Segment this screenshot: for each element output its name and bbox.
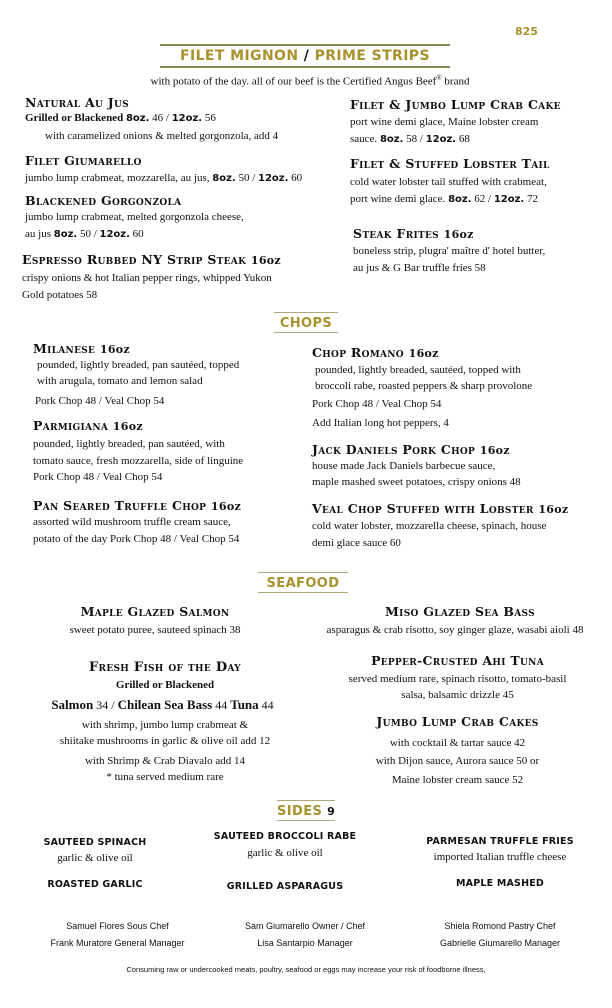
espresso-desc: crispy onions & hot Italian pepper rings, whipped Yukon (22, 272, 272, 284)
fresh-fish-sub: Grilled or Blackened (115, 679, 215, 691)
lobster-tail-8oz: 8oz. (448, 194, 472, 205)
dish-fresh-fish: Fresh Fish of the Day (89, 660, 241, 675)
gorgonzola-12oz-price: 60 (132, 228, 144, 240)
section-rule-bottom (160, 66, 450, 68)
truffle-name: Pan Seared Truffle Chop (33, 498, 207, 513)
dish-blackened-gorgonzola: Blackened Gorgonzola (25, 193, 182, 208)
staff-general-manager: Frank Muratore General Manager (50, 938, 185, 948)
natural-addon: with caramelized onions & melted gorgonzola, add 4 (45, 130, 279, 142)
side-spinach-desc: garlic & olive oil (57, 852, 133, 864)
fish-seabass-price: 44 (215, 698, 228, 712)
staff-sous-chef: Samuel Flores Sous Chef (66, 921, 169, 931)
sides-rule-top (277, 800, 335, 801)
truffle-d2: potato of the day Pork Chop 48 / Veal Chop 54 (33, 533, 240, 545)
crab-cake-sauce: sauce. (350, 133, 378, 145)
romano-d3: Pork Chop 48 / Veal Chop 54 (312, 398, 442, 410)
side-maple-mashed: MAPLE MASHED (456, 878, 544, 889)
staff-manager-lisa: Lisa Santarpio Manager (257, 938, 353, 948)
dish-espresso-strip (22, 252, 281, 268)
giumarello-desc (25, 170, 302, 188)
gorgonzola-12oz: 12oz. (99, 229, 130, 240)
parmigiana-oz: 16oz (112, 420, 143, 433)
natural-grilled: Grilled or Blackened (25, 112, 124, 124)
chops-rule-bottom (274, 332, 338, 333)
giumarello-12oz: 12oz. (258, 173, 289, 184)
natural-12oz-price: 56 (204, 112, 216, 124)
dish-parmigiana (33, 418, 143, 434)
dish-milanese (33, 341, 130, 357)
fish-tuna-price: 44 (261, 698, 274, 712)
frites-name: Steak Frites (353, 226, 439, 241)
staff-owner-chef: Sam Giumarello Owner / Chef (244, 921, 366, 931)
veal-lobster-name: Veal Chop Stuffed with Lobster (312, 501, 534, 516)
crab-cake-prices (350, 131, 470, 149)
side-truffle-fries: PARMESAN TRUFFLE FRIES (426, 836, 574, 847)
frites-desc: boneless strip, plugra' maître d' hotel butter, (353, 245, 546, 257)
beef-note-text: with potato of the day. all of our beef is the Certified Angus Beef (150, 75, 437, 88)
dish-natural-au-jus: Natural Au Jus (25, 95, 129, 110)
section-title-filet (150, 46, 460, 67)
section-title-seafood: SEAFOOD (266, 576, 340, 591)
dish-filet-giumarello: Filet Giumarello (25, 153, 142, 168)
natural-prices (25, 110, 216, 128)
page-number: 825 (515, 25, 538, 38)
crab-cakes-d3: Maine lobster cream sauce 52 (391, 774, 524, 786)
seafood-rule-bottom (258, 592, 348, 593)
romano-name: Chop Romano (312, 345, 404, 360)
jack-name: Jack Daniels Pork Chop (312, 442, 476, 457)
side-roasted-garlic: ROASTED GARLIC (47, 879, 143, 890)
lobster-tail-12oz-price: 72 (526, 193, 538, 205)
frites-desc-2: au jus & G Bar truffle fries 58 (353, 262, 486, 274)
fish-d1: with shrimp, jumbo lump crabmeat & (81, 719, 249, 731)
registered-mark: ® (436, 74, 442, 82)
side-broccoli-desc: garlic & olive oil (247, 847, 323, 859)
side-truffle-fries-desc: imported Italian truffle cheese (433, 851, 567, 863)
jack-oz: 16oz (479, 444, 510, 457)
dish-steak-frites (353, 226, 474, 242)
crab-cake-8oz: 8oz. (379, 134, 404, 145)
milanese-oz: 16oz (99, 343, 130, 356)
truffle-d1: assorted wild mushroom truffle cream sauce, (33, 516, 231, 528)
crab-cakes-d1: with cocktail & tartar sauce 42 (389, 737, 526, 749)
chops-rule-top (274, 312, 338, 313)
veal-lobster-oz: 16oz (538, 503, 569, 516)
gorgonzola-8oz-price: 50 / (79, 228, 97, 240)
beef-note (60, 73, 560, 91)
parmigiana-d1: pounded, lightly breaded, pan sautéed, with (33, 438, 225, 450)
fish-salmon-price: 34 / (96, 698, 115, 712)
milanese-d1: pounded, lightly breaded, pan sautéed, topped (37, 359, 240, 371)
gorgonzola-prices (25, 226, 144, 244)
gorgonzola-au-jus: au jus (25, 228, 51, 240)
fish-d2: shiitake mushrooms in garlic & olive oil add 12 (59, 735, 271, 747)
giumarello-8oz-price: 50 / (238, 172, 256, 184)
section-title-chops: CHOPS (279, 316, 333, 331)
fish-d3: with Shrimp & Crab Diavalo add 14 (84, 755, 246, 767)
crab-cake-8oz-price: 58 / (406, 133, 423, 145)
dish-truffle-chop (33, 498, 241, 514)
milanese-name: Milanese (33, 341, 96, 356)
crab-cake-12oz: 12oz. (425, 134, 457, 145)
crab-cake-desc: port wine demi glace, Maine lobster cream (350, 116, 539, 128)
dish-ahi-tuna: Pepper-Crusted Ahi Tuna (371, 653, 544, 668)
romano-d2: broccoli rabe, roasted peppers & sharp provolone (315, 380, 533, 392)
staff-pastry-chef: Shiela Romond Pastry Chef (444, 921, 556, 931)
fish-tuna: Tuna (230, 697, 259, 712)
fresh-fish-prices (10, 695, 315, 715)
crab-cakes-d2: with Dijon sauce, Aurora sauce 50 or (375, 755, 540, 767)
frites-oz: 16oz (443, 228, 474, 241)
espresso-desc-2: Gold potatoes 58 (22, 289, 98, 301)
romano-oz: 16oz (408, 347, 439, 360)
lobster-tail-sauce: port wine demi glace. (350, 193, 446, 205)
sides-title: SIDES (277, 804, 323, 819)
espresso-name: Espresso Rubbed NY Strip Steak (22, 252, 247, 267)
fish-d4: * tuna served medium rare (106, 771, 224, 783)
romano-d4: Add Italian long hot peppers, 4 (312, 417, 449, 429)
natural-8oz-price: 46 / (152, 112, 169, 124)
seafood-rule-top (258, 572, 348, 573)
parmigiana-d3: Pork Chop 48 / Veal Chop 54 (33, 471, 163, 483)
lobster-tail-prices (350, 191, 538, 209)
giumarello-desc-text: jumbo lump crabmeat, mozzarella, au jus, (25, 172, 210, 184)
title-slash: / (303, 48, 310, 64)
section-title-sides (277, 802, 335, 822)
dish-veal-lobster (312, 501, 568, 517)
lobster-tail-12oz: 12oz. (493, 194, 525, 205)
romano-d1: pounded, lightly breaded, sautéed, topped with (315, 364, 521, 376)
parmigiana-name: Parmigiana (33, 418, 109, 433)
fish-salmon: Salmon (51, 697, 94, 712)
side-spinach: SAUTEED SPINACH (43, 837, 147, 848)
dish-maple-salmon: Maple Glazed Salmon (80, 604, 230, 619)
dish-filet-lobster-tail: Filet & Stuffed Lobster Tail (350, 156, 550, 171)
side-broccoli: SAUTEED BROCCOLI RABE (213, 831, 357, 842)
title-filet-mignon: FILET MIGNON (180, 48, 299, 64)
natural-12oz: 12oz. (171, 113, 203, 124)
milanese-d3: Pork Chop 48 / Veal Chop 54 (35, 395, 165, 407)
title-prime-strips: PRIME STRIPS (314, 48, 430, 64)
veal-lobster-d2: demi glace sauce 60 (312, 537, 401, 549)
espresso-oz: 16oz (250, 254, 281, 267)
gorgonzola-desc: jumbo lump crabmeat, melted gorgonzola cheese, (25, 211, 244, 223)
sides-price: 9 (327, 805, 336, 818)
jack-d2: maple mashed sweet potatoes, crispy onions 48 (312, 476, 521, 488)
ahi-d1: served medium rare, spinach risotto, tomato-basil (348, 673, 567, 685)
natural-8oz: 8oz. (125, 113, 150, 124)
beef-note-end: brand (444, 75, 470, 88)
giumarello-12oz-price: 60 (291, 172, 303, 184)
lobster-tail-8oz-price: 62 / (474, 193, 492, 205)
dish-filet-crab-cake: Filet & Jumbo Lump Crab Cake (350, 97, 561, 112)
gorgonzola-8oz: 8oz. (53, 229, 78, 240)
crab-cake-12oz-price: 68 (458, 133, 470, 145)
giumarello-8oz: 8oz. (212, 173, 236, 184)
dish-chop-romano (312, 345, 439, 361)
dish-crab-cakes: Jumbo Lump Crab Cakes (376, 714, 539, 729)
milanese-d2: with arugula, tomato and lemon salad (37, 375, 203, 387)
dish-jack-daniels (312, 442, 510, 458)
jack-d1: house made Jack Daniels barbecue sauce, (312, 460, 496, 472)
miso-desc: asparagus & crab risotto, soy ginger glaze, wasabi aioli 48 (326, 624, 584, 636)
parmigiana-d2: tomato sauce, fresh mozzarella, side of linguine (33, 455, 244, 467)
food-safety-disclaimer: Consuming raw or undercooked meats, poultry, seafood or eggs may increase your risk of foodborne illness, (126, 965, 486, 974)
fish-seabass: Chilean Sea Bass (117, 697, 213, 712)
maple-salmon-desc: sweet potato puree, sauteed spinach 38 (69, 624, 241, 636)
lobster-tail-desc: cold water lobster tail stuffed with crabmeat, (350, 176, 547, 188)
side-grilled-asparagus: GRILLED ASPARAGUS (226, 881, 344, 892)
veal-lobster-d1: cold water lobster, mozzarella cheese, spinach, house (312, 520, 547, 532)
truffle-oz: 16oz (210, 500, 241, 513)
ahi-d2: salsa, balsamic drizzle 45 (401, 689, 514, 701)
staff-manager-gabrielle: Gabrielle Giumarello Manager (439, 938, 561, 948)
sides-rule-bottom (277, 820, 335, 821)
dish-miso-seabass: Miso Glazed Sea Bass (385, 604, 535, 619)
